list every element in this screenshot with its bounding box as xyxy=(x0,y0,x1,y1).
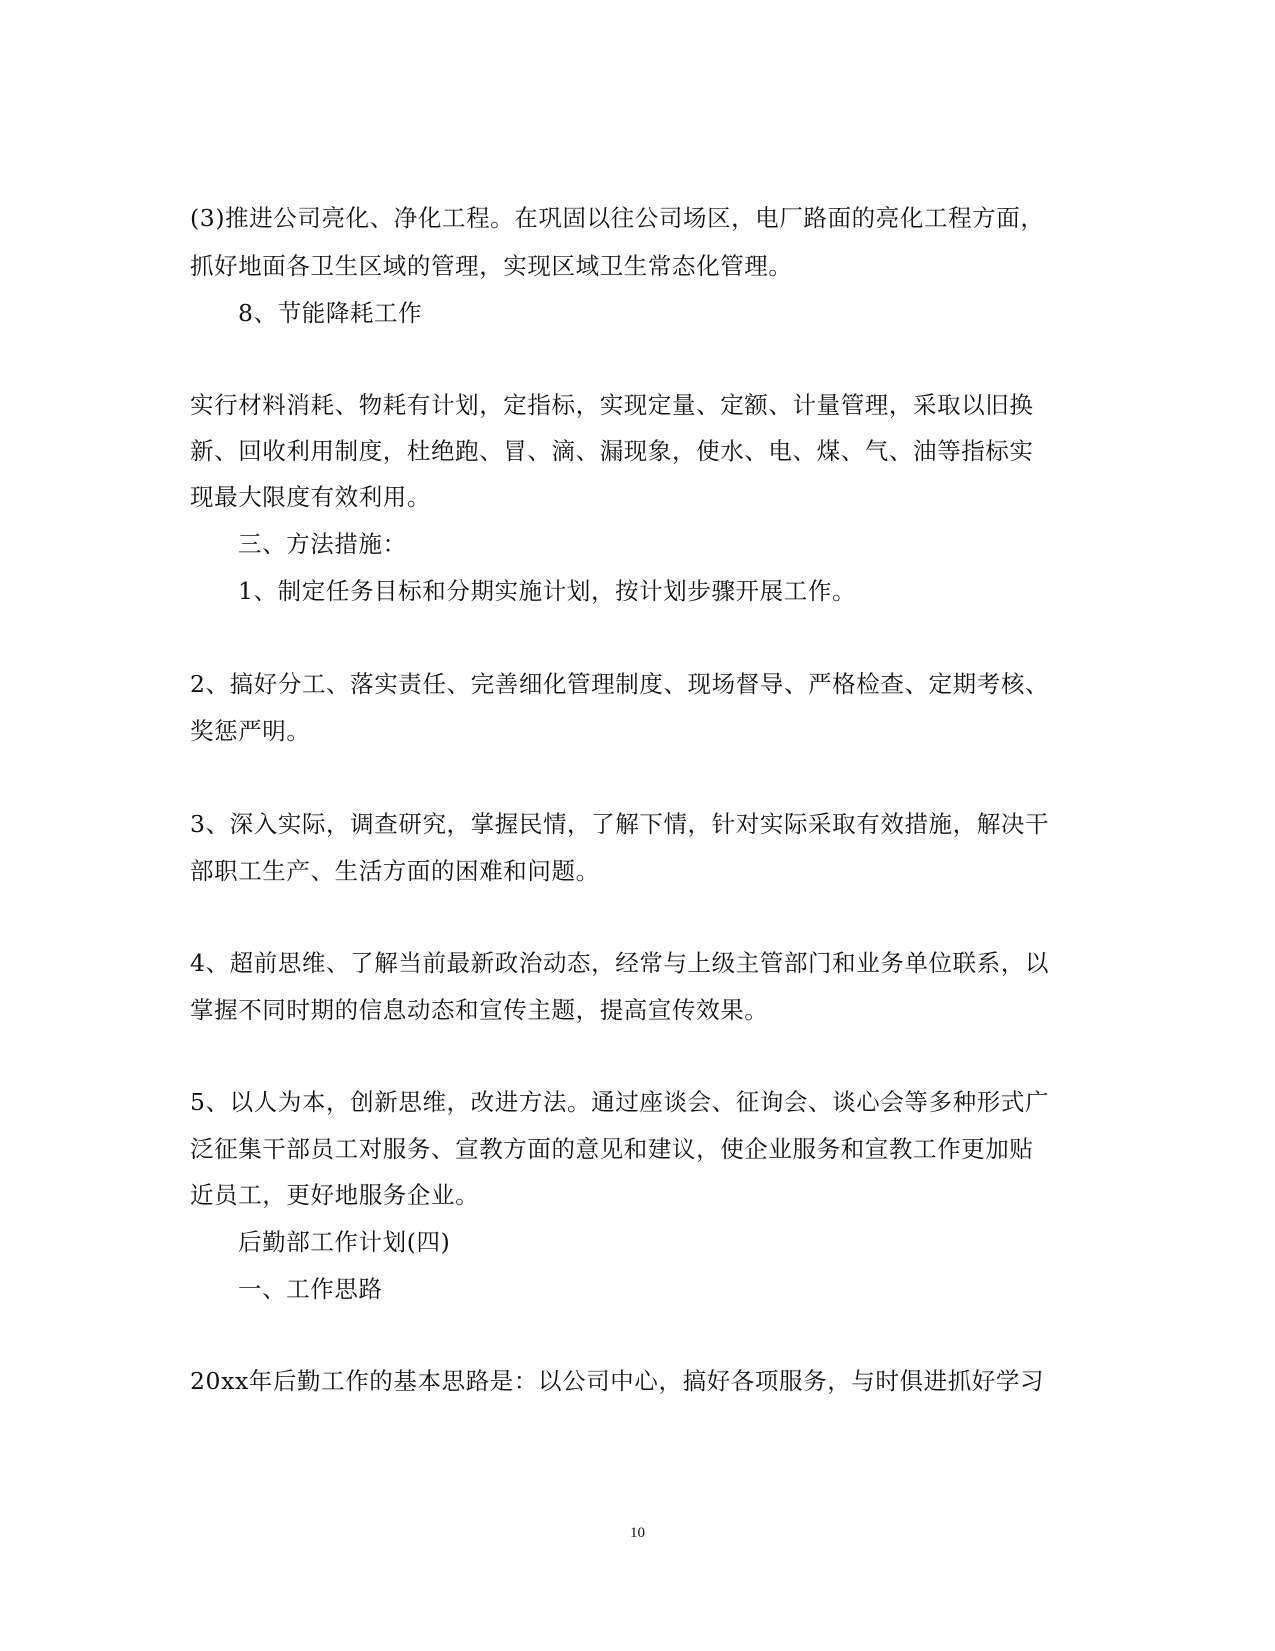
text-line: 泛征集干部员工对服务、宣教方面的意见和建议，使企业服务和宣教工作更加贴 xyxy=(190,1135,1034,1163)
text-line: 奖惩严明。 xyxy=(190,717,311,745)
text-line: 部职工生产、生活方面的困难和问题。 xyxy=(190,857,600,885)
text-line: 3、深入实际，调查研究，掌握民情，了解下情，针对实际采取有效措施，解决干 xyxy=(190,810,1050,838)
section-heading: 8、节能降耗工作 xyxy=(238,299,423,327)
text-line: 掌握不同时期的信息动态和宣传主题，提高宣传效果。 xyxy=(190,996,769,1024)
text-line: 近员工，更好地服务企业。 xyxy=(190,1181,480,1209)
text-line: 5、以人为本，创新思维，改进方法。通过座谈会、征询会、谈心会等多种形式广 xyxy=(190,1088,1050,1116)
text-line: 现最大限度有效利用。 xyxy=(190,483,431,511)
text-line: 抓好地面各卫生区域的管理，实现区域卫生常态化管理。 xyxy=(190,252,793,280)
section-heading: 一、工作思路 xyxy=(238,1275,383,1303)
text-line: (3)推进公司亮化、净化工程。在巩固以往公司场区，电厂路面的亮化工程方面， xyxy=(190,204,1045,232)
page-number: 10 xyxy=(630,1525,645,1541)
text-line: 4、超前思维、了解当前最新政治动态，经常与上级主管部门和业务单位联系，以 xyxy=(190,949,1050,977)
text-line: 新、回收利用制度，杜绝跑、冒、滴、漏现象，使水、电、煤、气、油等指标实 xyxy=(190,437,1034,465)
text-line: 实行材料消耗、物耗有计划，定指标，实现定量、定额、计量管理，采取以旧换 xyxy=(190,391,1034,419)
text-line: 1、制定任务目标和分期实施计划，按计划步骤开展工作。 xyxy=(238,577,857,605)
text-line: 2、搞好分工、落实责任、完善细化管理制度、现场督导、严格检查、定期考核、 xyxy=(190,670,1050,698)
section-heading: 后勤部工作计划(四) xyxy=(238,1228,451,1256)
section-heading: 三、方法措施： xyxy=(238,530,407,558)
text-line: 20xx年后勤工作的基本思路是：以公司中心，搞好各项服务，与时俱进抓好学习 xyxy=(190,1367,1045,1395)
